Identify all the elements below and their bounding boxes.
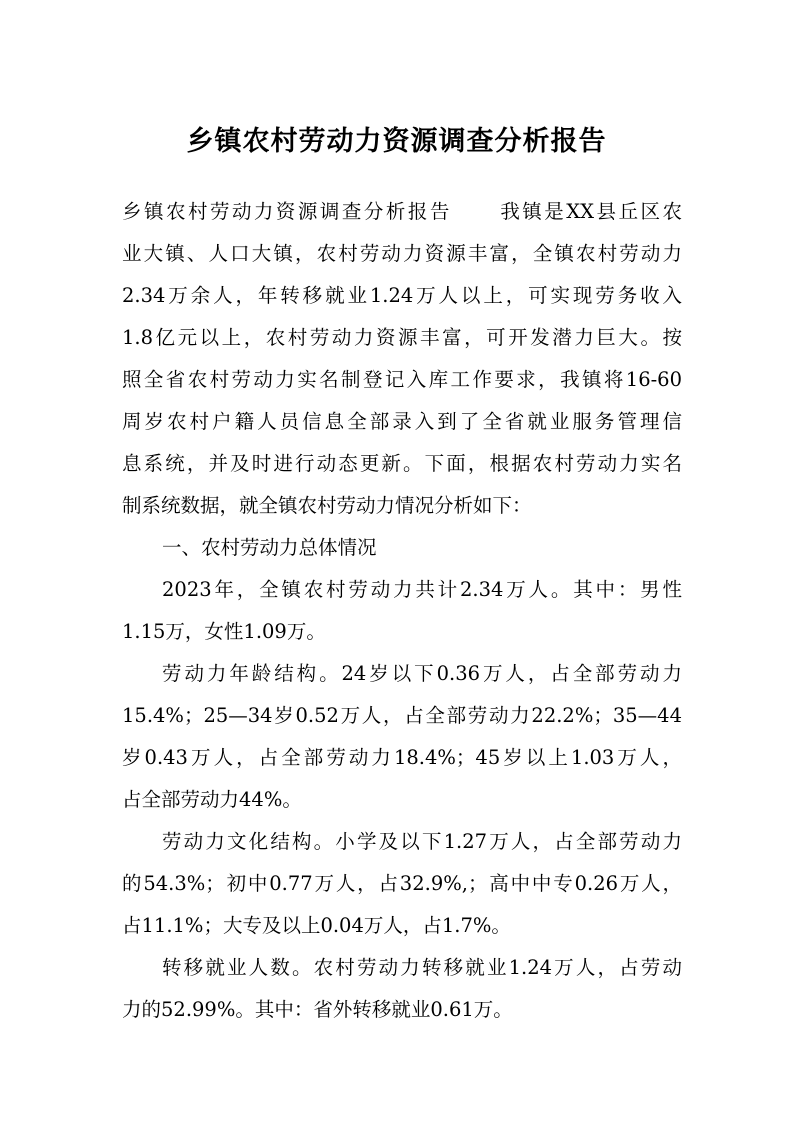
text-line: 制系统数据，就全镇农村劳动力情况分析如下： [122, 494, 532, 517]
text-line: 力的52.99%。其中：省外转移就业0.61万。 [122, 998, 513, 1021]
text-line: 的54.3%；初中0.77万人，占32.9%,；高中中专0.26万人， [122, 872, 682, 895]
paragraph-education-structure [122, 821, 682, 947]
text-line: 照全省农村劳动力实名制登记入库工作要求，我镇将16-60 [122, 368, 682, 391]
intro-text-start: 我镇是XX县丘区农 [497, 200, 682, 223]
text-line: 息系统，并及时进行动态更新。下面，根据农村劳动力实名 [122, 452, 682, 475]
text-line: 岁0.43万人，占全部劳动力18.4%；45岁以上1.03万人， [122, 746, 682, 769]
text-line: 劳动力文化结构。小学及以下1.27万人，占全部劳动力 [162, 830, 682, 853]
text-line: 周岁农村户籍人员信息全部录入到了全省就业服务管理信 [122, 410, 682, 433]
text-line: 转移就业人数。农村劳动力转移就业1.24万人，占劳动 [162, 956, 682, 979]
text-line: 占11.1%；大专及以上0.04万人，占1.7%。 [122, 914, 511, 937]
text-line: 业大镇、人口大镇，农村劳动力资源丰富，全镇农村劳动力 [122, 242, 682, 265]
section-heading [122, 527, 682, 569]
text-line: 1.15万，女性1.09万。 [122, 620, 326, 643]
text-line: 2.34万余人，年转移就业1.24万人以上，可实现劳务收入 [122, 284, 682, 307]
text-line: 1.8亿元以上，农村劳动力资源丰富，可开发潜力巨大。按 [122, 326, 682, 349]
page-title: 乡镇农村劳动力资源调查分析报告 [186, 126, 607, 157]
paragraph-intro [122, 191, 682, 527]
paragraph-totals [122, 569, 682, 653]
text-line [122, 191, 682, 233]
paragraph-transfer-employment [122, 947, 682, 1031]
paragraph-age-structure [122, 653, 682, 821]
text-line: 劳动力年龄结构。24岁以下0.36万人，占全部劳动力 [162, 662, 682, 685]
document-body [122, 191, 682, 1031]
heading-line: 一、农村劳动力总体情况 [162, 536, 377, 559]
text-line: 占全部劳动力44%。 [122, 788, 302, 811]
text-line: 2023年，全镇农村劳动力共计2.34万人。其中：男性 [162, 578, 682, 601]
text-line: 15.4%；25—34岁0.52万人，占全部劳动力22.2%；35—44 [122, 704, 682, 727]
doc-inline-title: 乡镇农村劳动力资源调查分析报告 [122, 200, 452, 223]
